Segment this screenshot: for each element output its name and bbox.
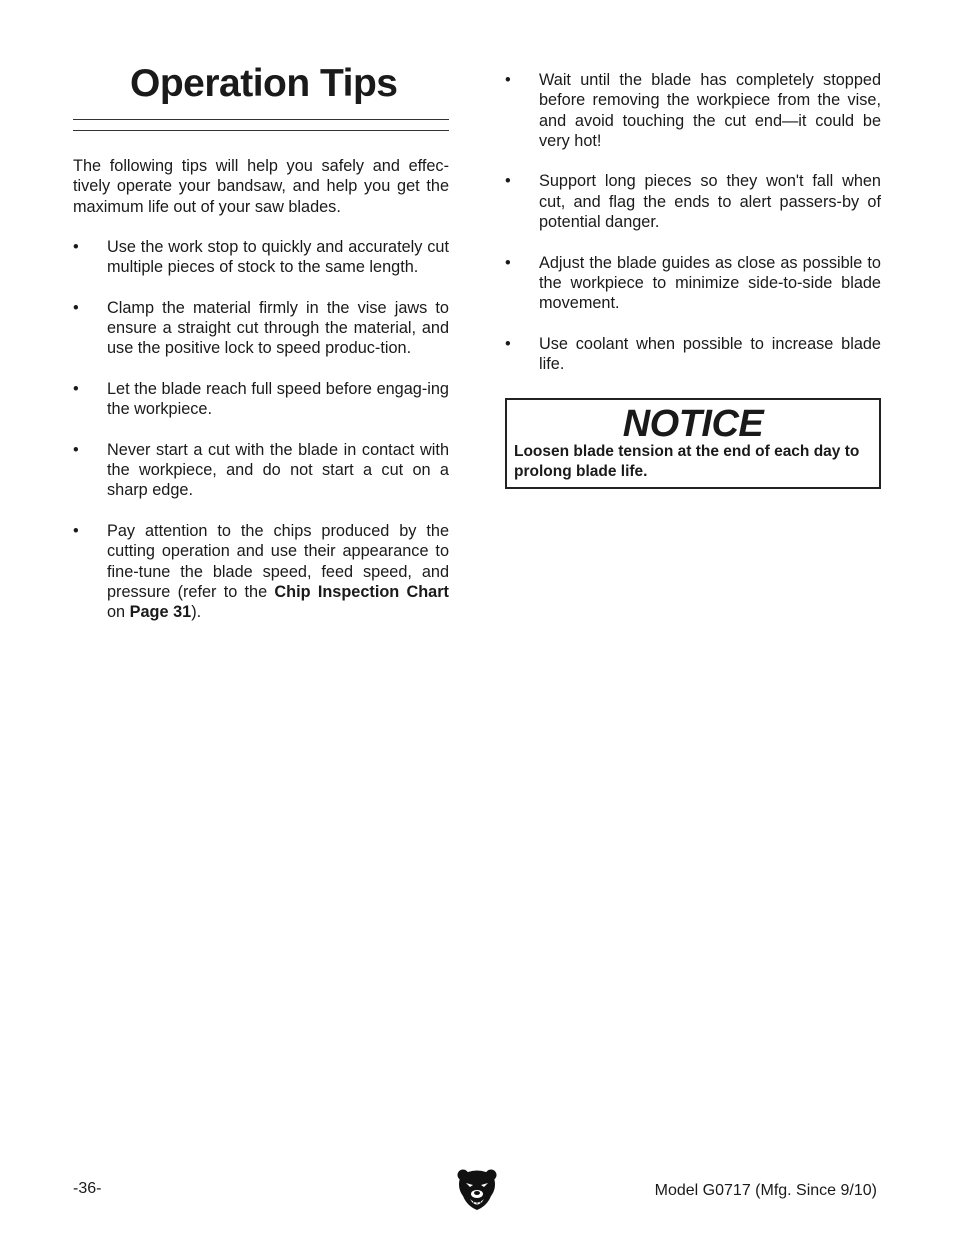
right-column: [505, 70, 881, 395]
list-item: [505, 171, 881, 232]
page-number: -36-: [73, 1180, 102, 1197]
bullet: •: [73, 237, 79, 256]
tip-text: Adjust the blade guides as close as possible to the workpiece to minimize side-to-side blade movement.: [539, 253, 881, 313]
notice-body: Loosen blade tension at the end of each day to prolong blade life.: [514, 443, 860, 480]
bullet: •: [73, 298, 79, 317]
list-item: [505, 253, 881, 314]
tip-text-part: Pay attention to the chips produced by the cutting operation and use their appearance to fine-tune the blade speed, feed speed, and pressure (refer to the: [107, 522, 449, 601]
tip-text: Never start a cut with the blade in contact with the workpiece, and do not start a cut on a sharp edge.: [107, 440, 449, 500]
notice-box: [505, 398, 881, 489]
list-item: [505, 334, 881, 375]
left-column: [73, 156, 449, 643]
bullet: •: [505, 334, 511, 353]
page-ref: Page 31: [129, 603, 192, 622]
tip-text-part: on: [107, 603, 130, 622]
notice-heading: NOTICE: [622, 403, 764, 445]
tip-text: Wait until the blade has completely stopped before removing the workpiece from the vise, and avoid touching the cut end—it could be very hot!: [539, 71, 881, 150]
tip-text: Support long pieces so they won't fall when cut, and flag the ends to alert passers-by of potential danger.: [539, 172, 881, 232]
right-tips-list: [505, 70, 881, 374]
bullet: •: [73, 522, 79, 541]
title-rule-bottom: [73, 130, 449, 131]
bullet: •: [73, 379, 79, 398]
left-tips-list: [73, 237, 449, 623]
tip-text: [107, 522, 449, 621]
list-item: [73, 237, 449, 278]
list-item: [73, 379, 449, 420]
bullet: •: [505, 172, 511, 191]
model-info: Model G0717 (Mfg. Since 9/10): [654, 1182, 877, 1199]
tip-text: Let the blade reach full speed before engag-ing the workpiece.: [107, 379, 449, 419]
tip-text-part: ).: [191, 603, 202, 622]
bullet: •: [505, 253, 511, 272]
title-rule-top: [73, 119, 449, 120]
list-item: [73, 521, 449, 622]
tip-text: Use the work stop to quickly and accurately cut multiple pieces of stock to the same length.: [107, 237, 449, 277]
tip-text: Use coolant when possible to increase blade life.: [539, 334, 881, 374]
bullet: •: [505, 71, 511, 89]
list-item: [73, 440, 449, 501]
list-item: [505, 70, 881, 151]
tip-text: Clamp the material firmly in the vise jaws to ensure a straight cut through the material, and use the positive lock to speed produc-tion.: [107, 298, 449, 358]
bullet: •: [73, 440, 79, 459]
chip-inspection-chart-ref: Chip Inspection Chart: [274, 582, 449, 601]
list-item: [73, 298, 449, 359]
bear-logo-icon: [455, 1168, 499, 1212]
page-title: Operation Tips: [130, 62, 398, 105]
intro-paragraph: The following tips will help you safely and effec-tively operate your bandsaw, and help you get the maximum life out of your saw blades.: [73, 157, 449, 216]
